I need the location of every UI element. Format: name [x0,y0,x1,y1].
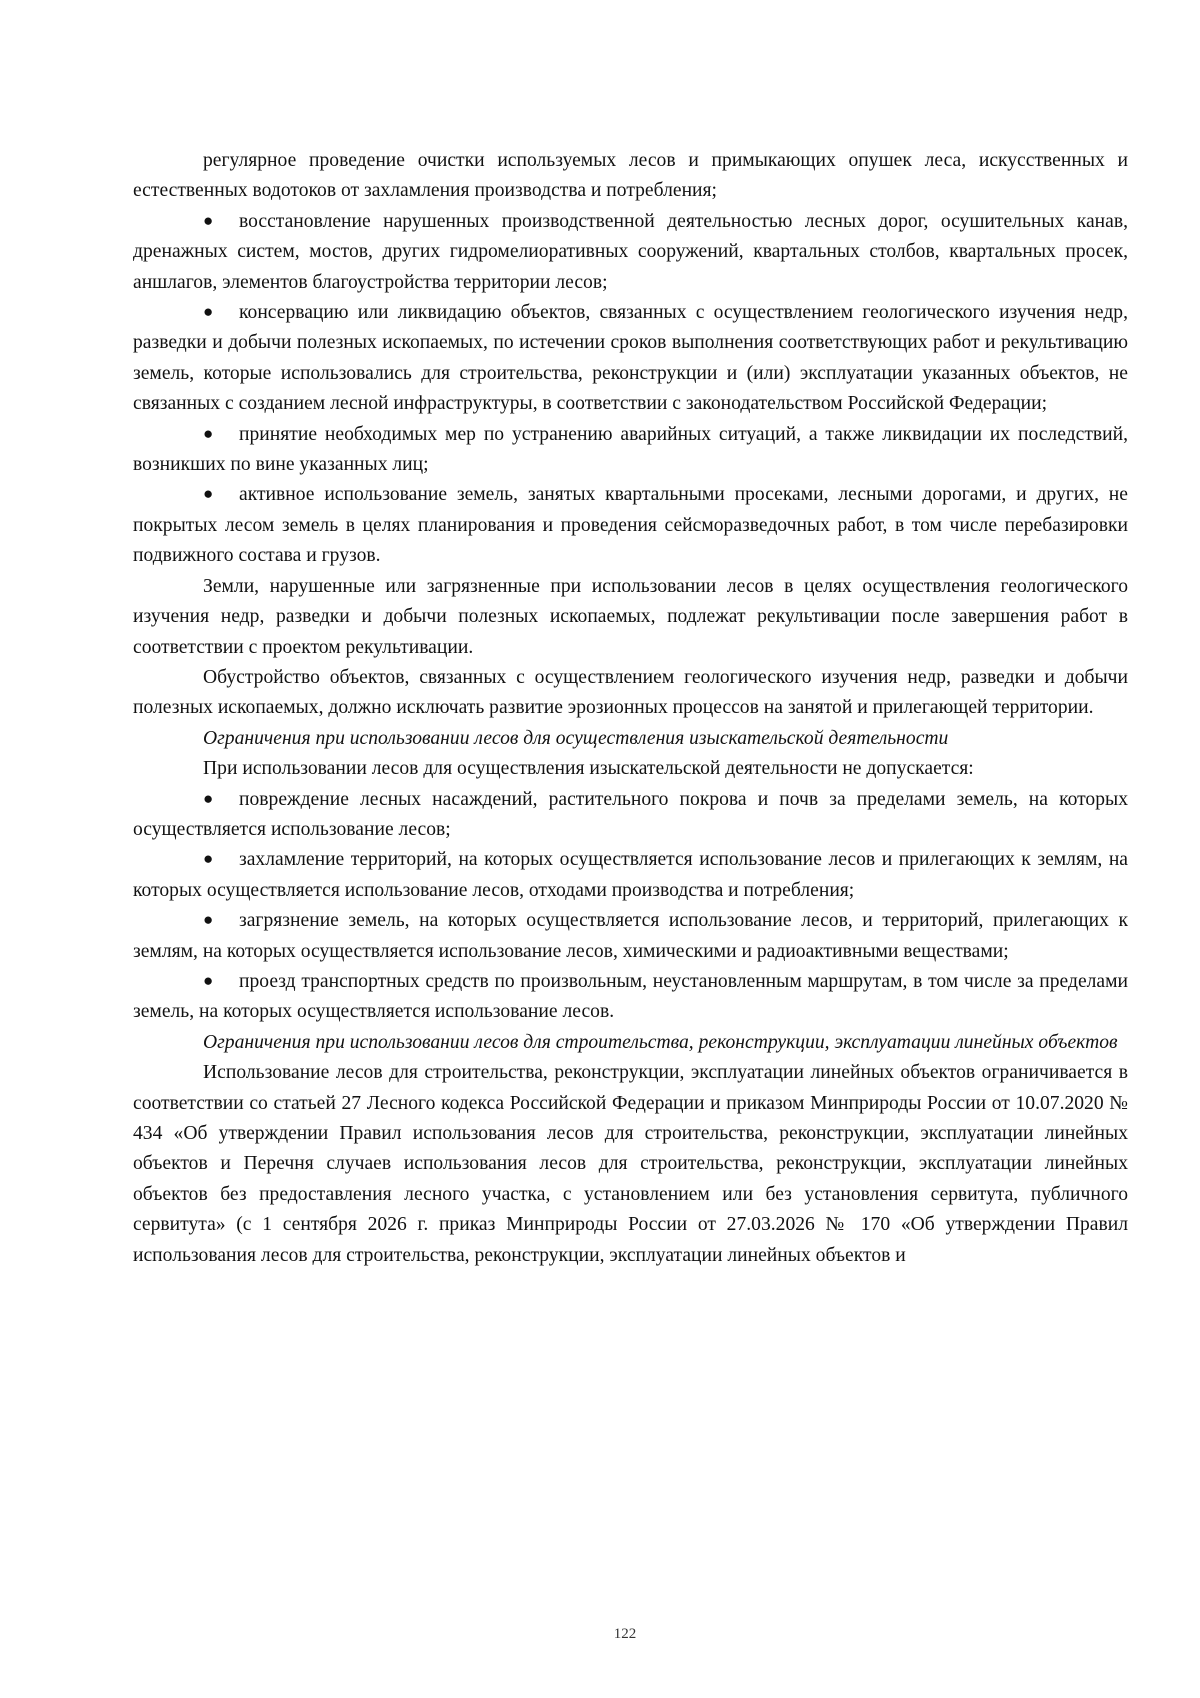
page-number: 122 [613,1626,637,1642]
document-body [133,146,1128,1271]
bullet-item-restoration: ● восстановление нарушенных производственной деятельностью лесных дорог, осушительных канав, дренажных систем, мостов, других гидромелиоративных сооружений, квартальных столбов, квартальных просек, аншлагов, элементов благоустройства территории лесов; [133,207,1128,298]
paragraph-linear-objects: Использование лесов для строительства, реконструкции, эксплуатации линейных объектов ограничивается в соответствии со статьей 27 Лесного кодекса Российской Федерации и приказом Минприроды России от 10.07.2020 № 434 «Об утверждении Правил использования лесов для строительства, реконструкции, эксплуатации линейных объектов и Перечня случаев использования лесов для строительства, реконструкции, эксплуатации линейных объектов без предоставления лесного участка, с установлением или без установления сервитута, публичного сервитута» (с 1 сентября 2026 г. приказ Минприроды России от 27.03.2026 № 170 «Об утверждении Правил использования лесов для строительства, реконструкции, эксплуатации линейных объектов и [133,1062,1128,1266]
bullet-item-littering: ● захламление территорий, на которых осуществляется использование лесов и прилегающих к землям, на которых осуществляется использование лесов, отходами производства и потребления; [133,845,1128,906]
bullet-item-damage: ● повреждение лесных насаждений, растительного покрова и почв за пределами земель, на которых осуществляется использование лесов; [133,785,1128,846]
bullet-item-conservation: ● консервацию или ликвидацию объектов, связанных с осуществлением геологического изучения недр, разведки и добычи полезных ископаемых, по истечении сроков выполнения соответствующих работ и рекультивацию земель, которые использовались для строительства, реконструкции и (или) эксплуатации указанных объектов, не связанных с созданием лесной инфраструктуры, в соответствии с законодательством Российской Федерации; [133,298,1128,420]
bullet-item-pollution: ● загрязнение земель, на которых осуществляется использование лесов, и территорий, прилегающих к землям, на которых осуществляется использование лесов, химическими и радиоактивными веществами; [133,906,1128,967]
paragraph-survey-intro: При использовании лесов для осуществления изыскательской деятельности не допускается: [203,758,974,780]
bullet-icon: ● [203,484,214,504]
section-heading-survey: Ограничения при использовании лесов для осуществления изыскательской деятельности [203,727,949,749]
bullet-icon: ● [203,210,214,230]
bullet-icon: ● [203,302,214,322]
bullet-item-emergency: ● принятие необходимых мер по устранению аварийных ситуаций, а также ликвидации их последствий, возникших по вине указанных лиц; [133,420,1128,481]
bullet-icon: ● [203,970,214,990]
bullet-item-vehicles: ● проезд транспортных средств по произвольным, неустановленным маршрутам, в том числе за пределами земель, на которых осуществляется использование лесов. [133,967,1128,1028]
bullet-icon: ● [203,910,214,930]
bullet-icon: ● [203,788,214,808]
section-heading-linear-objects: Ограничения при использовании лесов для строительства, реконструкции, эксплуатации линейных объектов [203,1031,1118,1053]
paragraph-recultivation: Земли, нарушенные или загрязненные при использовании лесов в целях осуществления геологического изучения недр, разведки и добычи полезных ископаемых, подлежат рекультивации после завершения работ в соответствии с проектом рекультивации. [133,575,1128,658]
paragraph-erosion: Обустройство объектов, связанных с осуществлением геологического изучения недр, разведки и добычи полезных ископаемых, должно исключать развитие эрозионных процессов на занятой и прилегающей территории. [133,666,1128,719]
bullet-icon: ● [203,849,214,869]
bullet-item-seismic: ● активное использование земель, занятых квартальными просеками, лесными дорогами, и других, не покрытых лесом земель в целях планирования и проведения сейсморазведочных работ, в том числе перебазировки подвижного состава и грузов. [133,480,1128,571]
bullet-icon: ● [203,423,214,443]
paragraph-cleaning: регулярное проведение очистки используемых лесов и примыкающих опушек леса, искусственных и естественных водотоков от захламления производства и потребления; [133,150,1128,202]
